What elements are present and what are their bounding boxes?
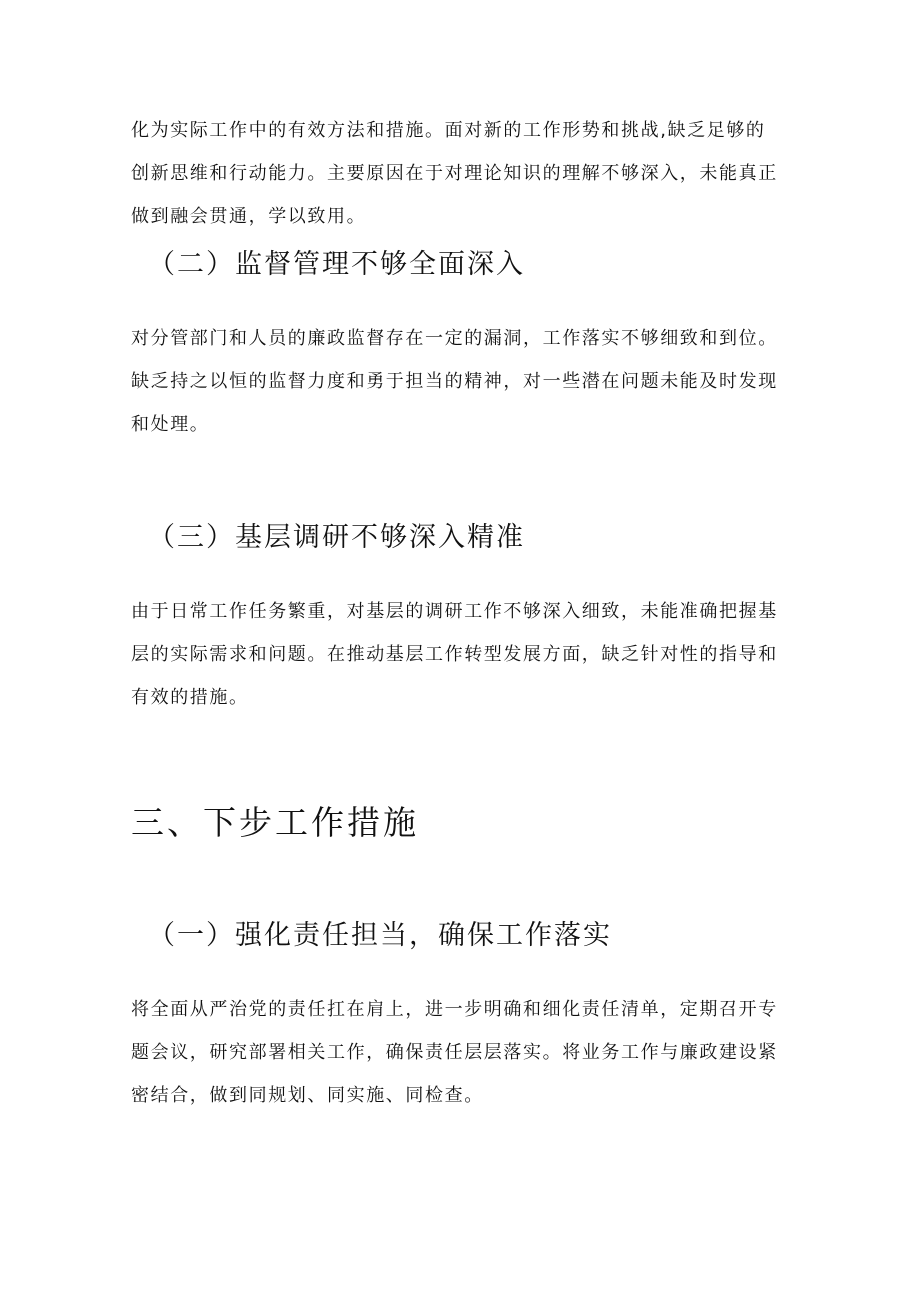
paragraph-line: 密结合，做到同规划、同实施、同检查。: [131, 1085, 484, 1106]
paragraph-theory-application: [131, 109, 795, 238]
paragraph-line: 由于日常工作任务繁重，对基层的调研工作不够深入细致，未能准确把握基: [131, 601, 778, 622]
paragraph-line: 对分管部门和人员的廉政监督存在一定的漏洞，工作落实不够细致和到位。: [131, 328, 778, 349]
paragraph-line: 和处理。: [131, 414, 210, 435]
paragraph-line: 有效的措施。: [131, 687, 249, 708]
paragraph-grassroots-research: [131, 590, 795, 719]
paragraph-line: 创新思维和行动能力。主要原因在于对理论知识的理解不够深入，未能真正: [131, 163, 778, 184]
subheading-responsibility: （一）强化责任担当，确保工作落实: [148, 920, 612, 951]
paragraph-line: 将全面从严治党的责任扛在肩上，进一步明确和细化责任清单，定期召开专: [131, 999, 778, 1020]
paragraph-line: 化为实际工作中的有效方法和措施。面对新的工作形势和挑战,缺乏足够的: [131, 120, 766, 141]
paragraph-responsibility: [131, 988, 795, 1117]
paragraph-line: 做到融会贯通，学以致用。: [131, 206, 367, 227]
paragraph-line: 层的实际需求和问题。在推动基层工作转型发展方面，缺乏针对性的指导和: [131, 644, 778, 665]
paragraph-supervision: [131, 317, 795, 446]
subheading-grassroots-research: （三）基层调研不够深入精准: [148, 522, 525, 553]
section-heading-next-steps: 三、下步工作措施: [131, 803, 419, 842]
paragraph-line: 缺乏持之以恒的监督力度和勇于担当的精神，对一些潜在问题未能及时发现: [131, 371, 778, 392]
paragraph-line: 题会议，研究部署相关工作，确保责任层层落实。将业务工作与廉政建设紧: [131, 1042, 778, 1063]
subheading-supervision: （二）监督管理不够全面深入: [148, 249, 525, 280]
